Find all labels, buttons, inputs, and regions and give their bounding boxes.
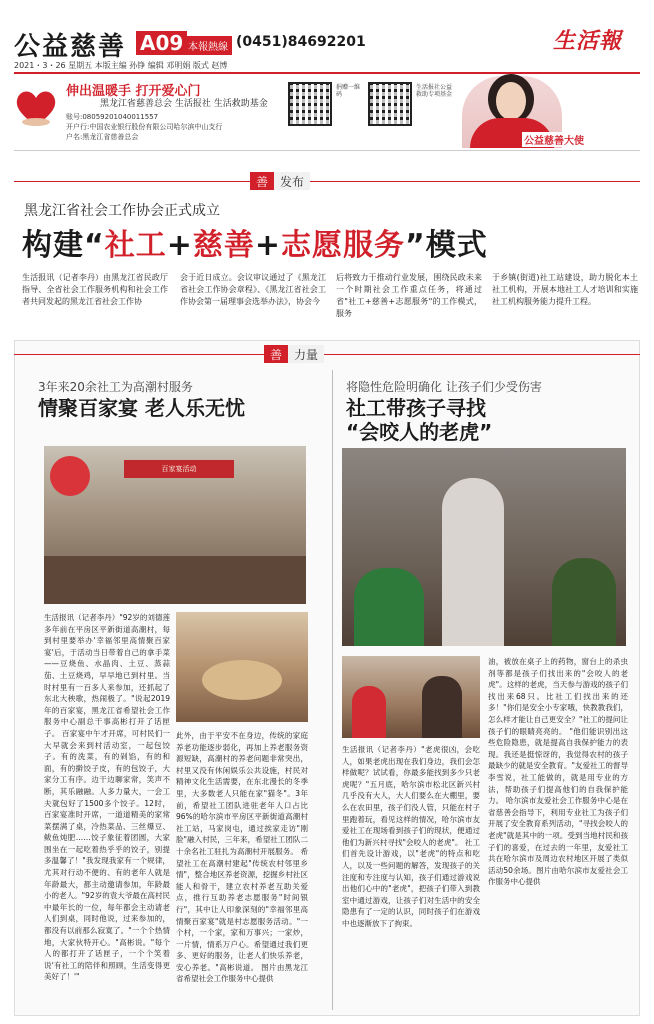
section1-col3: 后将致力于推动行业发展，围绕民政未来一个时期社会工作重点任务，将通过省"社工+慈善+志愿服务"的工作模式，服务 (336, 273, 482, 318)
account-bank: 开户行:中国农业银行股份有限公司哈尔滨中山支行 (66, 123, 223, 131)
qr1-caption: 捐赠一维码 (336, 84, 361, 99)
section2-rule (14, 354, 640, 355)
section1-kicker: 黑龙江省社会工作协会正式成立 (24, 203, 220, 219)
section1-tag-a: 善 (250, 172, 274, 190)
section1-tag (250, 172, 310, 190)
child-right-figure (552, 558, 616, 646)
right-body-col2: 油，被放在桌子上的药物，窗台上的杀虫剂等都是孩子们找出来的"会咬人的老虎"。这样的老虎，当天参与游戏的孩子们找出来68只。比社工们找出来的还多！"你们是安全小专家哦，快教教我们，怎么样才能让自己更安全？"社工的提问让孩子们的眼睛亮亮的。 "他们能识别出这些危险隐患，就是提高自我保护能力的表现。我还是挺惊讶的，我觉得农村的孩子最缺少的就是安全教育。"友爱社工的督导李雪说，社工能做的，就是用专业的方法，帮助孩子们提高他们的自我保护能力。 哈尔滨市友爱社会工作服务中心是在省慈善会指导下，利用专业社工为孩子们开展了安全教育系列活动，"寻找会咬人的老虎"就是其中的一项。受到当地村民和孩子们的喜爱，在过去的一年里，友爱社工共在哈尔滨市及周边农村地区开展了类似活动50余场。图片由哈尔滨市友爱社会工作服务中心提供 (488, 657, 628, 887)
section1-col4: 于乡镇(街道)社工站建设，助力脱化本土社工机构，开展本地社工人才培训和实施社工机构服务能力提升工程。 (492, 273, 638, 306)
qr-code-fund[interactable] (368, 82, 412, 126)
hotline-number: (0451)84692201 (236, 34, 366, 50)
hl-part: + (254, 228, 281, 263)
adult-figure (422, 676, 462, 738)
heart-icon (14, 88, 58, 128)
lantern-decoration (50, 456, 90, 496)
ambassador-face (496, 82, 526, 120)
header-rule (14, 72, 640, 74)
section1-tag-b: 发布 (274, 172, 310, 190)
qr2-caption: 生活报社公益救助专项基金 (416, 84, 453, 99)
section2-tag-b: 力量 (288, 345, 324, 363)
banner-slogan: 伸出温暖手 打开爱心门 (66, 84, 201, 99)
section2-tag (264, 345, 324, 363)
column-divider (332, 370, 333, 1010)
banquet-photo (44, 446, 306, 604)
child-red-figure (352, 686, 386, 738)
right-body-col1: 生活报讯（记者李丹）"老虎很凶，会吃人，如果老虎出现在我们身边，我们会怎样做呢？试试看，你最多能找到多少只老虎呢？"五月底，哈尔滨市松北区新兴村几乎没有大人，大人们要么在大棚里，要么在农田里，孩子们没人管，只能在村子里跑着玩，看见这样的情况，哈尔滨市友爱社工在现场看到孩子们的现状，便通过他们为新兴村寻找"会咬人的老虎"。 社工们首先设计游戏，以"老虎"的特点和吃人，以及一些问题的解答，发现孩子的关注度和专注度与认知，孩子们通过游戏说出他们心中的"老虎"，把孩子们带入到教室中通过游戏，让孩子们对生活中的安全隐患有了一定的认识，同时孩子们在游戏中也逐渐放下了拘束。 (342, 745, 480, 928)
hl-part: 慈善 (192, 228, 255, 263)
photo-crowd (44, 556, 306, 604)
hl-part: 社工 (104, 228, 167, 263)
banner-sponsors: 黑龙江省慈善总会 生活报社 生活救助基金 (100, 99, 268, 109)
right-kicker: 将隐性危险明确化 让孩子们少受伤害 (346, 380, 542, 394)
dumpling-table (202, 660, 282, 700)
activity-photo (342, 656, 480, 738)
account-number: 账号:08059201040011557 (66, 113, 159, 121)
section-title: 公益慈善 (14, 32, 127, 62)
right-headline-1: 社工带孩子寻找 (346, 396, 486, 420)
hl-part: 构建“ (22, 228, 105, 263)
left-headline: 情聚百家宴 老人乐无忧 (38, 396, 245, 420)
section2-tag-a: 善 (264, 345, 288, 363)
social-worker-figure (442, 478, 504, 646)
ambassador-label: 公益慈善大使 (522, 132, 586, 147)
dumpling-photo (176, 612, 308, 722)
account-name: 户名:黑龙江省慈善总会 (66, 133, 139, 141)
left-body-col2: 此外，由于平安不在身边，传统的家庭养老功能逐步弱化，再加上养老服务资源短缺，高潮村的养老问题非常突出，村里又没有休闲娱乐公共设施，村民对精神文化生活需要，在东北漫长的冬季里，大多数老人只能在家"猫冬"。3年前，希望社工团队进驻老年人口占比96%的哈尔滨市平房区平新街道高潮村社工站，马家岗屯，通过挨家走访"刚脸"融入村民，三年来，希望社工团队二十余名社工驻扎为高潮村开展服务。 希望社工在高潮村建起"传统农村邻里乡情"，整合地区养老资源，挖掘乡村社区能人和骨干，建立农村养老互助关爱点，推行互助养老志愿服务"时间银行"，其中让人印象深刻的"幸福邻里高情聚百家宴"就是村志愿服务活动。"一个村，一个家，家和万事兴；一家炒，一片情，情系万户心。希望通过我们更多、更好的服务，让老人们快乐养老，安心养老。"高彬说道。 图片由黑龙江省希望社会工作服务中心提供 (176, 731, 308, 984)
children-photo (342, 448, 626, 646)
page-number: A09 (136, 31, 187, 55)
hl-part: 志愿服务 (281, 228, 405, 263)
dateline: 2021・3・26 星期五 本版主编 孙铮 编辑 邓明娟 版式 赵博 (14, 61, 228, 70)
qr-code-donation[interactable] (288, 82, 332, 126)
section1-headline (22, 220, 488, 264)
hl-part: + (166, 228, 193, 263)
left-body-col1: 生活报讯（记者李丹）"92岁的刘德莲多年前在平房区平新街道高潮村，每到村里要举办'幸福邻里高情聚百家宴'后，于活动当日带着自己的拿手菜——豆烧鱼、水晶肉、土豆、蒸蒜茄、土豆烧鸡，早早地已到村里。当时村里有一百多人来参加，还抓起了东北大秧歌，热闹极了。"说起2019年的百家宴，黑龙江省希望社会工作服务中心副总干事高彬打开了话匣子。 百家宴中午才开席，可村民们一大早就会来到村活动室，一起包饺子。有的洗菜，有的剁馅，有的和面，有的擀饺子皮，有的包饺子，大家分工有序。边干边聊家常，笑声不断，其乐融融。人多力量大，一会工夫就包好了1500多个饺子。12时，百家宴准时开席，一道道精美的家常菜摆满了桌，冷热菜品、三丝爆豆、鲅鱼炖肥……饺子象征着团圆，大家围坐在一起吃着热乎乎的饺子，别提多温馨了！"我发现我家有一个规律，尤其对行动不便的、有的老年人就是年龄最大，都主动邀请参加，年龄最小的老人。"92岁的袁大爷最在高村民中最年长的一位，每年都会主动请老人们到桌，同时他说，过来参加的，都没有以前那么寂寞了。"一个个热情地，大家伙特开心。"高彬说。"每个人的都打开了话匣子，一个个笑着说'有社工的陪伴和照顾，生活变得更美好了！'" (44, 613, 170, 982)
banner-rule (14, 150, 640, 151)
right-headline-2: “会咬人的老虎” (346, 420, 493, 444)
section1-rule (14, 181, 640, 182)
section1-col1: 生活报讯（记者李丹）由黑龙江省民政厅指导、全省社会工作服务机构和社会工作者共同发起的黑龙江省社会工作协 (22, 273, 168, 306)
section1-col2: 会于近日成立。会议审议通过了《黑龙江省社会工作协会章程》、《黑龙江省社会工作协会第一届理事会选举办法》，协会今 (180, 273, 326, 306)
photo-banner-sign: 百家宴活动 (124, 460, 234, 478)
hotline-label: 本報熱線 (184, 36, 232, 55)
child-green-figure (354, 568, 424, 646)
left-kicker: 3年来20余社工为高潮村服务 (38, 380, 193, 394)
newspaper-logo: 生活報 (553, 28, 623, 54)
hl-part: ”模式 (405, 228, 488, 263)
